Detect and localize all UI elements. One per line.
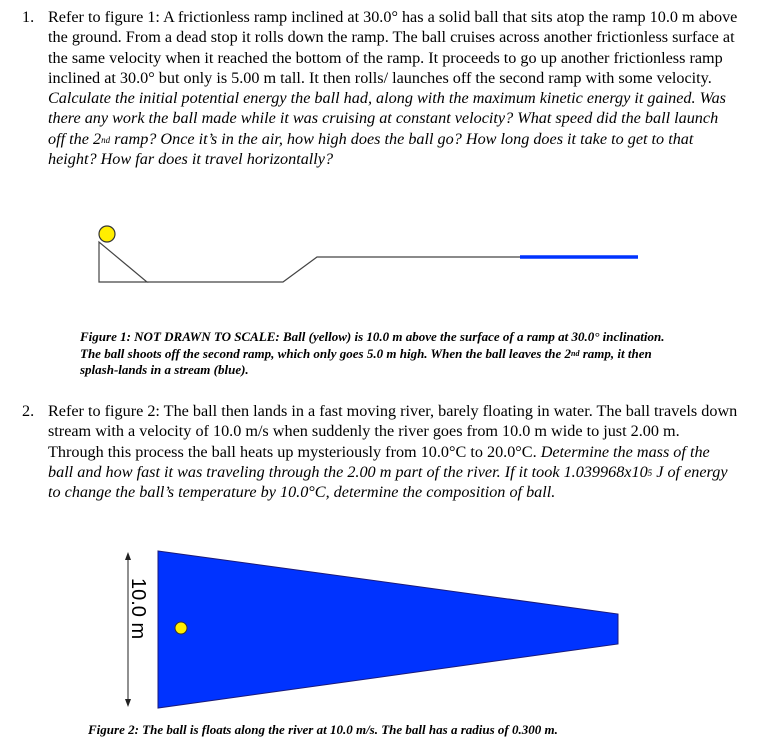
question-text xyxy=(48,401,738,502)
arrow-down-icon xyxy=(125,699,131,707)
ball-icon xyxy=(99,226,115,242)
ball-icon xyxy=(175,622,187,634)
question-number: 1. xyxy=(22,8,35,26)
figure-1-caption: Figure 1: NOT DRAWN TO SCALE: Ball (yellow) is 10.0 m above the surface of a ramp at 30.0° inclination. The ball shoots off the second ramp, which only goes 5.0 m high. When the ball leaves the 2nd ramp, it then splash-lands in a stream (blue). xyxy=(80,329,665,377)
figure-1-ramps xyxy=(90,220,650,290)
figure-2-caption: Figure 2: The ball is floats along the river at 10.0 m/s. The ball has a radius of 0.300 m. xyxy=(88,722,558,737)
question-intro: Refer to figure 2: The ball then lands in a fast moving river, barely floating in water. The ball travels down stream with a velocity of 10.0 m/s when suddenly the river goes from 10.0 m wide to just 2.00 m. Through this process the ball heats up mysteriously from 10.0°C to 20.0°C. xyxy=(48,402,738,461)
ground-and-second-ramp xyxy=(147,257,520,282)
arrow-up-icon xyxy=(125,552,131,560)
river-shape xyxy=(158,551,618,708)
first-ramp xyxy=(99,242,147,282)
width-label: 10.0 m xyxy=(127,578,149,640)
question-prompt: Calculate the initial potential energy the ball had, along with the maximum kinetic energy it gained. Was there any work the ball made while it was cruising at constant velocity? What speed did the ball launch off the 2nd ramp? Once it’s in the air, how high does the ball go? How long does it take to get to that height? How far does it travel horizontally? xyxy=(48,89,726,169)
question-prompt: Determine the mass of the ball and how fast it was traveling through the 2.00 m part of the river. If it took $1.039968x10^5$ J of energy to change the ball’s temperature by 10.0°C, determine the composition of ball. xyxy=(48,442,728,502)
figure-2-river xyxy=(115,548,625,713)
question-number: 2. xyxy=(22,402,35,420)
question-text xyxy=(48,7,738,169)
question-intro: Refer to figure 1: A frictionless ramp inclined at 30.0° has a solid ball that sits atop the ramp 10.0 m above the ground. From a dead stop it rolls down the ramp. The ball cruises across another frictionless surface at the same velocity when it reached the bottom of the ramp. It proceeds to go up another frictionless ramp inclined at 30.0° but only is 5.00 m tall. It then rolls/ launches off the second ramp with some velocity. xyxy=(48,8,738,87)
